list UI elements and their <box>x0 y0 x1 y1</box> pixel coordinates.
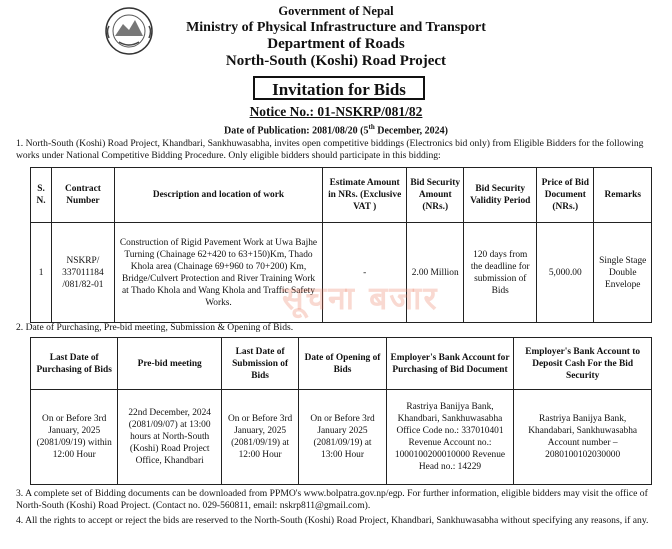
header-line4: North-South (Koshi) Road Project <box>225 53 447 69</box>
cell-remarks: Single Stage Double Envelope <box>594 223 652 323</box>
notice-number: Notice No.: 01-NSKRP/081/82 <box>249 104 423 119</box>
header-line3: Department of Roads <box>267 36 405 52</box>
cell-price: 5,000.00 <box>537 223 594 323</box>
cell-prebid: 22nd December, 2024 (2081/09/07) at 13:00 hours at North-South (Koshi) Road Project Office, Khandbari <box>118 390 222 485</box>
header-validity: Bid Security Validity Period <box>464 168 537 223</box>
header-prebid: Pre-bid meeting <box>118 338 222 390</box>
cell-estimate: - <box>323 223 407 323</box>
cell-submission: On or Before 3rd January, 2025 (2081/09/19) at 12:00 Hour <box>221 390 298 485</box>
cell-sn: 1 <box>31 223 52 323</box>
cell-validity: 120 days from the deadline for submission of Bids <box>464 223 537 323</box>
cell-last-purchase: On or Before 3rd January, 2025 (2081/09/19) within 12:00 Hour <box>31 390 118 485</box>
header-sn: S. N. <box>31 168 52 223</box>
header-price: Price of Bid Document (NRs.) <box>537 168 594 223</box>
header-line1: Government of Nepal <box>278 4 394 18</box>
invitation-title: Invitation for Bids <box>253 76 425 100</box>
cell-bid-security: 2.00 Million <box>407 223 464 323</box>
cell-bank-security: Rastriya Banijya Bank, Khandabari, Sankhuwasabha Account number –2080100102030000 <box>514 390 652 485</box>
publication-date: Date of Publication: 2081/08/20 (5th December, 2024) <box>224 123 448 137</box>
header-bank-security: Employer's Bank Account to Deposit Cash For the Bid Security <box>514 338 652 390</box>
header-description: Description and location of work <box>114 168 323 223</box>
header-remarks: Remarks <box>594 168 652 223</box>
header-contract: Contract Number <box>52 168 115 223</box>
paragraph-3: 3. A complete set of Bidding documents can be downloaded from PPMO's www.bolpatra.gov.np/egp. For further information, eligible bidders may visit the office of North-South (Koshi) Road Project. (Contact no. 029-560811, email: nskrp811@gmail.com). <box>16 488 648 511</box>
cell-description: Construction of Rigid Pavement Work at Uwa Bajhe Turning (Chainage 62+420 to 63+150)Km, Thado Khola area (Chainage 69+960 to 70+200) Km, Bridge/Culvert Protection and River Training Work at Thado Khola and Wang Khola and Traffic Safety Works. <box>114 223 323 323</box>
header-bid-security: Bid Security Amount (NRs.) <box>407 168 464 223</box>
paragraph-1: 1. North-South (Koshi) Road Project, Khandbari, Sankhuwasabha, invites open competitive biddings (Electronics bid only) from Eligible Bidders for the following works under National Competitive Bidding Procedure. Only eligible bidders should participate in this bidding: <box>16 138 644 161</box>
header-bank-purchase: Employer's Bank Account for Purchasing of Bid Document <box>386 338 514 390</box>
paragraph-2: 2. Date of Purchasing, Pre-bid meeting, Submission & Opening of Bids. <box>16 322 294 333</box>
cell-bank-purchase: Rastriya Banijya Bank, Khandbari, Sankhuwasabha Office Code no.: 337010401 Revenue Account no.: 1000100200010000 Revenue Head no.: 14229 <box>386 390 514 485</box>
header-last-purchase: Last Date of Purchasing of Bids <box>31 338 118 390</box>
letterhead <box>0 4 672 70</box>
watermark: सूचना बजार <box>282 279 439 317</box>
cell-opening: On or Before 3rd January 2025 (2081/09/19) at 13:00 Hour <box>299 390 386 485</box>
cell-contract: NSKRP/ 337011184 /081/82-01 <box>52 223 115 323</box>
paragraph-4: 4. All the rights to accept or reject the bids are reserved to the North-South (Koshi) Road Project, Khandbari, Sankhuwasabha without specifying any reasons, if any. <box>16 515 649 526</box>
schedule-table <box>30 337 652 485</box>
header-opening: Date of Opening of Bids <box>299 338 386 390</box>
header-submission: Last Date of Submission of Bids <box>221 338 298 390</box>
header-estimate: Estimate Amount in NRs. (Exclusive VAT ) <box>323 168 407 223</box>
header-line2: Ministry of Physical Infrastructure and Transport <box>186 20 486 35</box>
